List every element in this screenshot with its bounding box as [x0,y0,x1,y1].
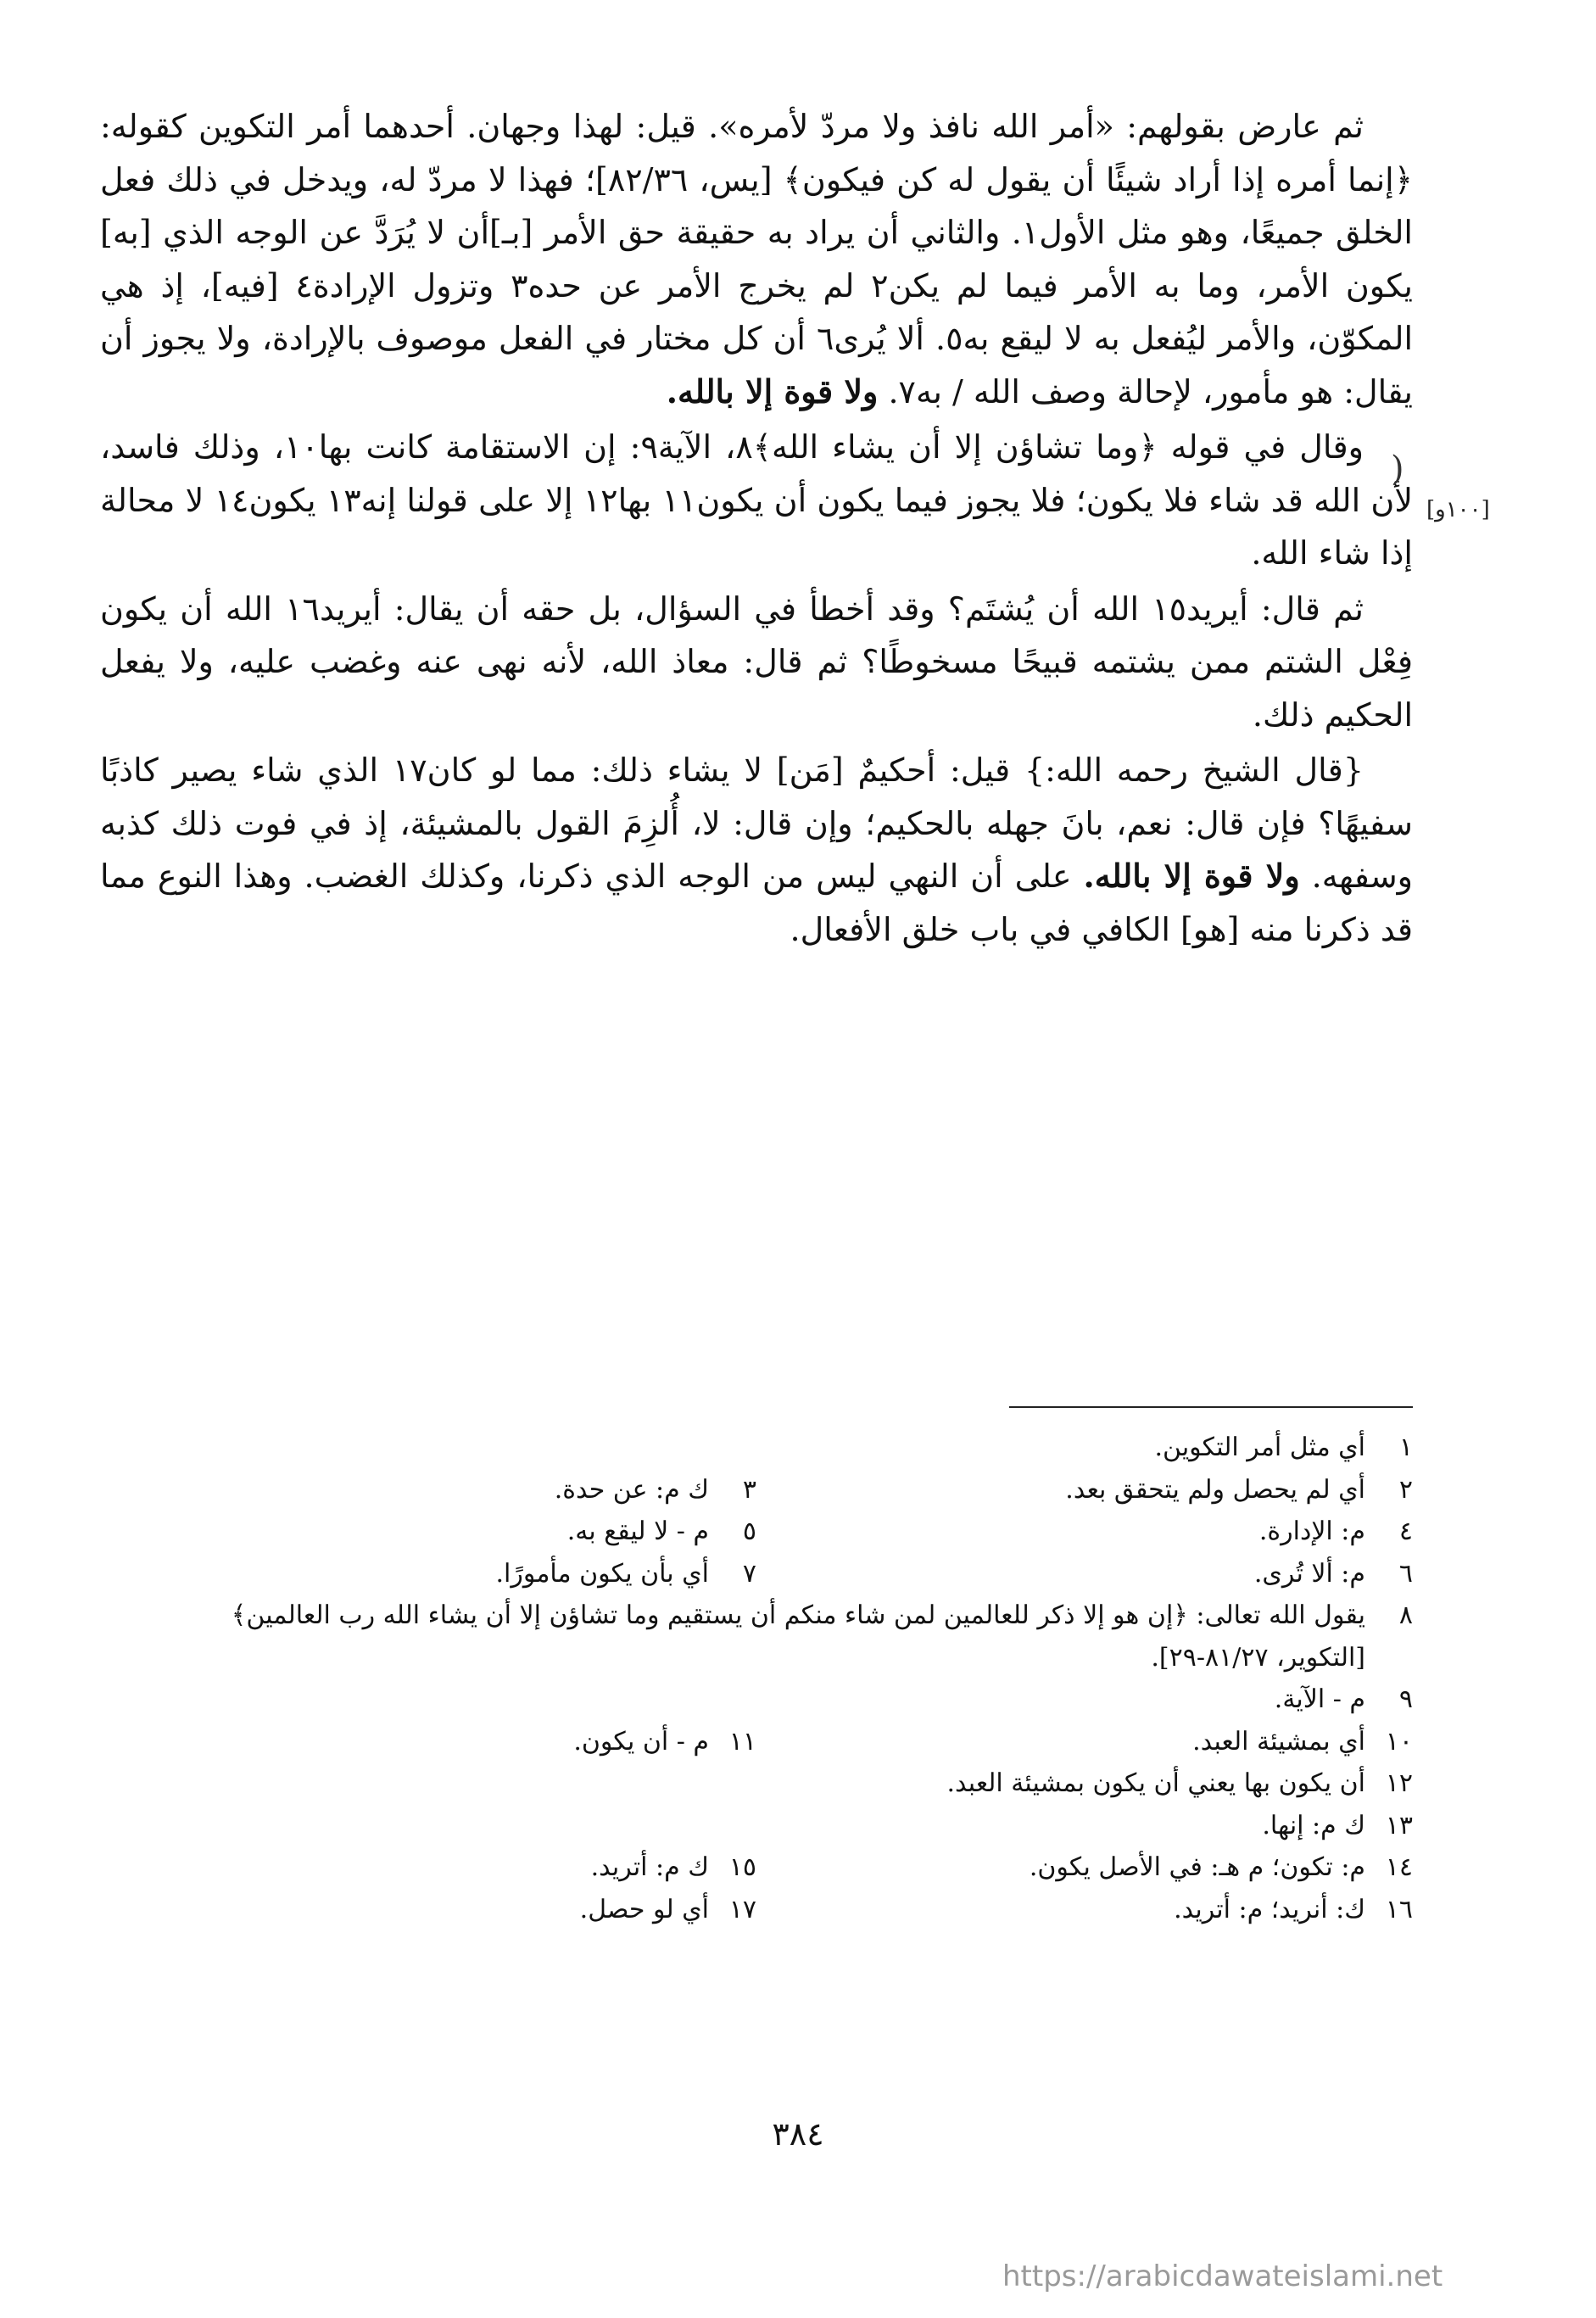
footnote-divider [1009,1406,1413,1408]
footnote-continuation: [التكوير، ٨١/٢٧-٢٩]. [1151,1642,1365,1673]
page-number: ٣٨٤ [772,2115,824,2153]
main-text [100,100,1413,958]
paragraph-2: وقال في قوله ﴿وما تشاؤن إلا أن يشاء الله﴾٨، الآية٩: إن الاستقامة كانت بها١٠، وذلك فاسد، لأن الله قد شاء فلا يكون؛ فلا يجوز فيما يكون أن يكون١١ بها١٢ إلا على قولنا إنه١٣ يكون١٤ لا محالة إذا شاء الله. [100,428,1413,572]
watermark-url: https://arabicdawateislami.net [1002,2259,1443,2293]
footnote-row: ١٣ك م: إنها. [1262,1810,1413,1840]
manuscript-folio-ref: [١٠٠و] [1426,497,1490,522]
bold-closer-2: ولا قوة إلا بالله. [1083,857,1300,895]
footnote-row: ١٦ك: أنريد؛ م: أتريد. ١٧أي لو حصل. [579,1894,1413,1924]
footnote-row: ٢أي لم يحصل ولم يتحقق بعد. ٣ك م: عن حدة. [554,1474,1413,1505]
footnote-row: ٨يقول الله تعالى: ﴿إن هو إلا ذكر للعالمين لمن شاء منكم أن يستقيم وما تشاؤن إلا أن يشاء الله رب العالمين﴾ [231,1600,1413,1630]
paragraph-1: ثم عارض بقولهم: «أمر الله نافذ ولا مردّ لأمره». قيل: لهذا وجهان. أحدهما أمر التكوين كقوله: ﴿إنما أمره إذا أراد شيئًا أن يقول له كن فيكون﴾ [يس، ٨٢/٣٦]؛ فهذا لا مردّ له، ويدخل في ذلك فعل الخلق جميعًا، وهو مثل الأول١. والثاني أن يراد به حقيقة حق الأمر [بـ]أن لا يُرَدَّ عن الوجه الذي [به] يكون الأمر، وما به الأمر فيما لم يكن٢ لم يخرج الأمر عن حده٣ وتزول الإرادة٤ [فيه]، إذ هي المكوّن، والأمر ليُفعل به لا ليقع به٥. ألا يُرى٦ أن كل مختار في الفعل موصوف بالإرادة، ولا يجوز أن يقال: هو مأمور، لإحالة وصف الله / به٧. ولا قوة إلا بالله. [100,108,1413,411]
paragraph-3: ثم قال: أيريد١٥ الله أن يُشتَم؟ وقد أخطأ في السؤال، بل حقه أن يقال: أيريد١٦ الله أن يكون فِعْل الشتم ممن يشتمه قبيحًا مسخوطًا؟ ثم قال: معاذ الله، لأنه نهى عنه وغضب عليه، ولا يفعل الحكيم ذلك. [100,589,1413,734]
bold-closer-1: ولا قوة إلا بالله. [666,371,879,411]
footnote-row: ٤م: الإدارة. ٥م - لا ليقع به. [566,1516,1413,1546]
footnotes [100,1427,1413,1930]
footnote-row: ٩م - الآية. [1274,1684,1413,1714]
footnote-row: ١أي مثل أمر التكوين. [1154,1433,1413,1462]
margin-bracket-mark: ) [1391,450,1404,489]
footnote-row: ٦م: ألا تُرى. ٧أي بأن يكون مأمورًا. [495,1558,1413,1589]
footnote-row: ١٠أي بمشيئة العبد. ١١م - أن يكون. [573,1726,1413,1757]
footnote-row: ١٤م: تكون؛ م هـ: في الأصل يكون. ١٥ك م: أتريد. [590,1852,1413,1882]
footnote-row: ١٢أن يكون بها يعني أن يكون بمشيئة العبد. [946,1768,1413,1798]
paragraph-4: {قال الشيخ رحمه الله:} قيل: أحكيمٌ [مَن] لا يشاء ذلك: مما لو كان١٧ الذي شاء يصير كاذبًا سفيهًا؟ فإن قال: نعم، بانَ جهله بالحكيم؛ وإن قال: لا، أُلزِمَ القول بالمشيئة، إذ في فوت ذلك كذبه وسفهه. ولا قوة إلا بالله. على أن النهي ليس من الوجه الذي ذكرنا، وكذلك الغضب. وهذا النوع مما قد ذكرنا منه [هو] الكافي في باب خلق الأفعال. [100,751,1414,948]
